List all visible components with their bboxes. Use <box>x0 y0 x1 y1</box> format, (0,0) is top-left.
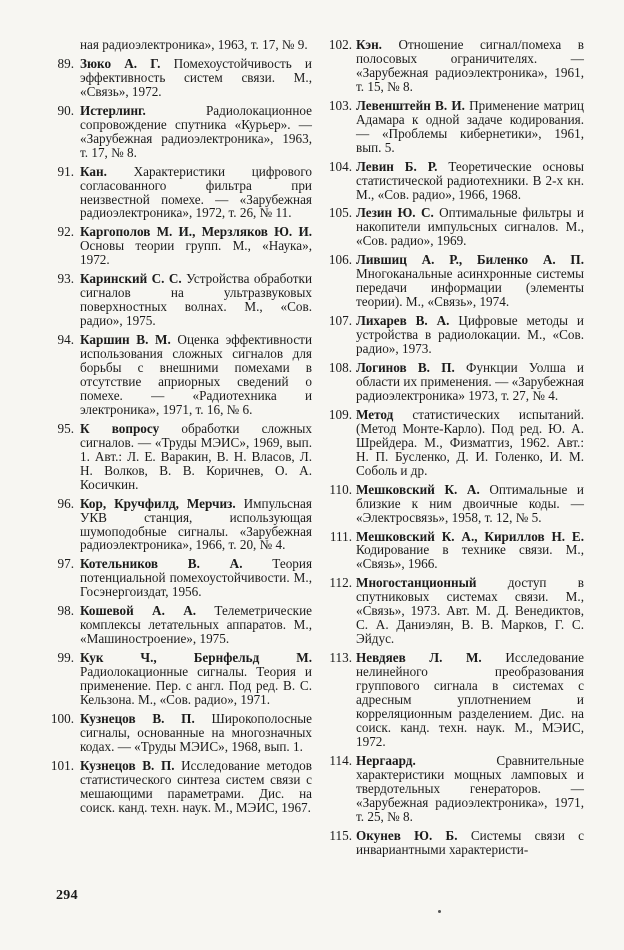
reference-author: Кэн. <box>356 37 382 52</box>
reference-body: Многоканальные асинхронные системы передачи информации (элементы теории). М., «Связь», 1974. <box>356 266 584 310</box>
reference-body: Применение матриц Адамара к одной задаче кодирования. — «Проблемы кибернетики», 1961, вып. 5. <box>356 97 584 155</box>
reference-text <box>356 314 584 356</box>
reference-body: Телеметрические комплексы летательных аппаратов. М., «Машиностроение», 1975. <box>80 603 312 647</box>
print-speck <box>438 910 441 913</box>
reference-number: 110. <box>329 481 352 497</box>
reference-text <box>80 225 312 267</box>
reference-author: Каршин В. М. <box>80 332 171 348</box>
reference-number: 113. <box>329 650 352 666</box>
reference-entry <box>322 361 584 403</box>
reference-number: 115. <box>329 827 352 843</box>
reference-number: 92. <box>57 224 74 240</box>
reference-text <box>80 604 312 646</box>
reference-author: Кор, Кручфилд, Мерчиз. <box>80 495 236 511</box>
reference-author: Кузнецов В. П. <box>80 757 175 773</box>
reference-entry <box>46 165 312 221</box>
reference-body: Помехоустойчивость и эффективность систем связи. М., «Связь», 1972. <box>80 55 312 99</box>
reference-number: 94. <box>57 332 74 348</box>
reference-body: Оптимальные фильтры и накопители импульсных сигналов. М., «Сов. радио», 1969. <box>356 205 584 249</box>
reference-entry <box>322 314 584 356</box>
reference-text <box>356 160 584 202</box>
reference-body: Широкополосные сигналы, основанные на многозначных кодах. — «Труды МЭИС», 1968, вып. 1. <box>80 710 312 754</box>
reference-text <box>356 829 584 857</box>
reference-author: Многостанционный <box>356 575 477 591</box>
reference-text <box>80 651 312 707</box>
page-number: 294 <box>56 888 78 903</box>
reference-author: Кошевой А. А. <box>80 603 197 619</box>
reference-number: 99. <box>57 650 74 666</box>
reference-entry <box>46 557 312 599</box>
reference-entry <box>46 57 312 99</box>
reference-text <box>356 576 584 646</box>
reference-author: Котельников В. А. <box>80 556 243 572</box>
right-column <box>322 38 584 861</box>
reference-entry <box>322 829 584 857</box>
reference-text <box>80 57 312 99</box>
reference-author: Зюко А. Г. <box>80 55 161 71</box>
left-column <box>46 38 312 820</box>
reference-entry <box>322 160 584 202</box>
reference-entry <box>322 754 584 824</box>
reference-number: 98. <box>57 603 74 619</box>
reference-text <box>356 483 584 525</box>
reference-body: Оценка эффективности использования сложных сигналов для борьбы с внешними помехами в отсутствие априорных сведений о помехе. — «Радиотехника и электроника», 1971, т. 16, № 6. <box>80 332 313 417</box>
reference-number: 107. <box>328 313 352 329</box>
reference-author: Левенштейн В. И. <box>356 97 465 113</box>
reference-entry <box>322 38 584 94</box>
reference-author: Метод <box>356 406 394 422</box>
reference-body: Исследование нелинейного преобразования группового сигнала в системах с адресным уплотнением и корреляционным разделением. Дис. на соиск. канд. техн. наук. М., МЭИС, 1972. <box>356 650 584 749</box>
reference-body: Отношение сигнал/помеха в полосовых ограничителях. — «Зарубежная радиоэлектроника», 1961, т. 15, № 8. <box>356 37 584 94</box>
reference-text <box>80 333 312 417</box>
reference-author: Мешковский К. А. <box>356 481 480 497</box>
reference-body: Функции Уолша и области их применения. — «Зарубежная радиоэлектроника» 1973, т. 27, № 4. <box>356 360 584 403</box>
reference-text <box>356 206 584 248</box>
reference-entry <box>46 333 312 417</box>
reference-body: Оптимальные и близкие к ним двоичные коды. — «Электросвязь», 1958, т. 12, № 5. <box>356 481 584 525</box>
reference-text <box>356 408 584 478</box>
reference-number: 89. <box>57 55 74 71</box>
reference-entry <box>322 253 584 309</box>
reference-entry <box>46 104 312 160</box>
reference-entry <box>46 759 312 815</box>
reference-entry <box>46 651 312 707</box>
reference-entry <box>46 422 312 492</box>
reference-text <box>356 754 584 824</box>
reference-text <box>80 497 312 553</box>
reference-body: Устройства обработки сигналов на ультразвуковых поверхностных волнах. М., «Сов. радио», 1975. <box>80 271 312 329</box>
reference-body: Радиолокационные сигналы. Теория и применение. Пер. с англ. Под ред. В. С. Кельзона. М., «Сов. радио», 1971. <box>80 664 312 707</box>
reference-entry <box>322 651 584 749</box>
reference-number: 91. <box>57 163 74 179</box>
reference-body: Импульсная УКВ станция, использующая шумоподобные сигналы. «Зарубежная радиоэлектроника», 1966, т. 20, № 4. <box>80 495 312 553</box>
reference-text <box>356 253 584 309</box>
reference-entry <box>322 206 584 248</box>
reference-author: Лившиц А. Р., Биленко А. П. <box>356 252 584 268</box>
reference-body: Радиолокационное сопровождение спутника «Курьер». — «Зарубежная радиоэлектроника», 1963, т. 17, № 8. <box>80 102 312 160</box>
reference-number: 101. <box>50 757 74 773</box>
reference-author: Логинов В. П. <box>356 360 455 376</box>
reference-text <box>356 530 584 572</box>
reference-entry <box>46 497 312 553</box>
reference-number: 108. <box>328 360 352 376</box>
reference-entry <box>322 530 584 572</box>
reference-body: Основы теории групп. М., «Наука», 1972. <box>80 238 312 268</box>
reference-author: Каргополов М. И., Мерзляков Ю. И. <box>80 224 312 240</box>
reference-author: Кук Ч., Бернфельд М. <box>80 650 312 666</box>
reference-entry <box>46 272 312 328</box>
reference-number: 105. <box>328 205 352 221</box>
reference-entry <box>322 408 584 478</box>
reference-number: 111. <box>329 528 352 544</box>
reference-author: Истерлинг. <box>80 102 146 118</box>
reference-text <box>80 422 312 492</box>
reference-author: Нергаард. <box>356 752 416 768</box>
reference-number: 112. <box>329 575 352 591</box>
reference-entry <box>322 576 584 646</box>
reference-number: 93. <box>57 271 74 287</box>
reference-number: 109. <box>328 406 352 422</box>
reference-body: Цифровые методы и устройства в радиолокации. М., «Сов. радио», 1973. <box>356 313 584 357</box>
reference-body: Сравнительные характеристики мощных ламповых и твердотельных генераторов. — «Зарубежная радиоэлектроника», 1971, т. 25, № 8. <box>356 752 584 824</box>
reference-number: 95. <box>57 420 74 436</box>
reference-body: Характеристики цифрового согласованного фильтра при неизвестной помехе. — «Зарубежная радиоэлектроника», 1972, т. 26, № 11. <box>80 163 312 221</box>
reference-text <box>80 759 312 815</box>
reference-author: Лихарев В. А. <box>356 313 450 329</box>
reference-body: ная радиоэлектроника», 1963, т. 17, № 9. <box>80 37 308 52</box>
reference-number: 106. <box>328 252 352 268</box>
reference-body: Теоретические основы статистической радиотехники. В 2-х кн. М., «Сов. радио», 1966, 1968. <box>356 158 584 202</box>
reference-number: 96. <box>57 495 74 511</box>
reference-text <box>356 38 584 94</box>
reference-body: Системы связи с инвариантными характеристи- <box>356 827 585 857</box>
reference-author: Кузнецов В. П. <box>80 710 195 726</box>
reference-author: Лезин Ю. С. <box>356 205 434 221</box>
reference-body: доступ в спутниковых системах связи. М., «Связь», 1973. Авт. М. Д. Венедиктов, С. А. Даниэлян, В. В. Марков, Г. С. Эйдус. <box>356 575 584 647</box>
reference-text <box>356 651 584 749</box>
reference-number: 103. <box>328 97 352 113</box>
reference-number: 97. <box>57 556 74 572</box>
reference-entry <box>322 483 584 525</box>
reference-author: Мешковский К. А., Кириллов Н. Е. <box>356 528 584 544</box>
reference-author: Левин Б. Р. <box>356 158 438 174</box>
reference-author: Окунев Ю. Б. <box>356 827 458 843</box>
reference-body: обработки сложных сигналов. — «Труды МЭИС», 1969, вып. 1. Авт.: Л. Е. Варакин, В. Н. Власов, Л. Н. Волков, В. В. Коричнев, О. А. Косичкин. <box>80 420 312 492</box>
reference-text <box>80 272 312 328</box>
reference-body: Теория потенциальной помехоустойчивости. М., Госэнергоиздат, 1956. <box>80 556 313 600</box>
reference-number: 104. <box>328 158 352 174</box>
reference-text <box>80 712 312 754</box>
reference-author: Невдяев Л. М. <box>356 650 482 666</box>
reference-number: 100. <box>50 710 74 726</box>
reference-text <box>80 38 312 52</box>
reference-entry <box>46 38 312 52</box>
reference-body: статистических испытаний. (Метод Монте-Карло). Под ред. Ю. А. Шрейдера. М., Физматгиз, 1962. Авт.: Н. П. Бусленко, Д. И. Голенко, И. М. Соболь и др. <box>356 406 584 478</box>
reference-text <box>80 104 312 160</box>
reference-author: Кан. <box>80 163 107 179</box>
reference-body: Кодирование в технике связи. М., «Связь», 1966. <box>356 542 584 572</box>
reference-text <box>80 557 312 599</box>
reference-number: 90. <box>57 102 74 118</box>
reference-text <box>80 165 312 221</box>
reference-number: 102. <box>328 37 352 52</box>
reference-entry <box>322 99 584 155</box>
reference-entry <box>46 604 312 646</box>
reference-number: 114. <box>329 752 352 768</box>
reference-author: Каринский С. С. <box>80 271 182 287</box>
reference-entry <box>46 712 312 754</box>
reference-text <box>356 99 584 155</box>
reference-entry <box>46 225 312 267</box>
reference-author: К вопросу <box>80 420 160 436</box>
reference-body: Исследование методов статистического синтеза систем связи с мешающими параметрами. Дис. на соиск. канд. техн. наук. М., МЭИС, 1967. <box>80 757 312 815</box>
reference-text <box>356 361 584 403</box>
